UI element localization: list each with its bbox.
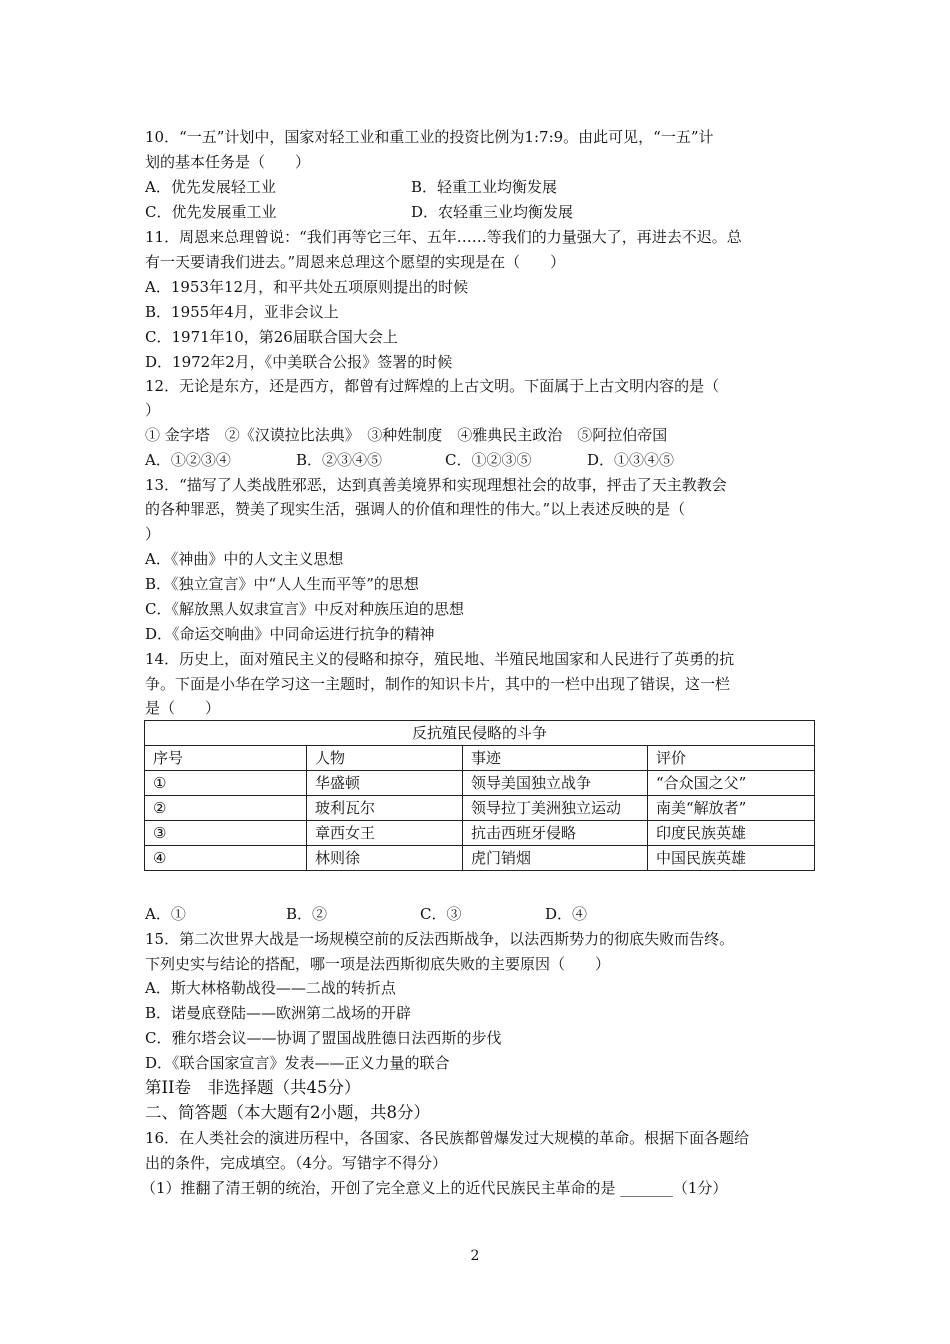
q10-stem-line1: 10．“一五”计划中，国家对轻工业和重工业的投资比例为1:7:9。由此可见，“一五”计 <box>145 128 714 146</box>
table-cell: 玻利瓦尔 <box>307 796 463 821</box>
q16-stem-line2: 出的条件，完成填空。（4分。写错字不得分） <box>145 1154 448 1172</box>
q10-stem-line2: 划的基本任务是（ ） <box>145 153 311 171</box>
table-header-cell: 评价 <box>648 746 815 771</box>
q13-option-a: A．《神曲》中的人文主义思想 <box>145 550 344 568</box>
q14-stem-line3: 是（ ） <box>145 699 221 717</box>
table-cell: 中国民族英雄 <box>648 846 815 871</box>
q12-option-c: C．①②③⑤ <box>445 451 532 469</box>
q10-option-a: A．优先发展轻工业 <box>145 178 276 196</box>
q14-option-a: A．① <box>145 905 186 923</box>
q14-option-b: B．② <box>286 905 328 923</box>
table-row <box>145 821 815 846</box>
table-cell: 南美“解放者” <box>648 796 815 821</box>
q10-option-c: C．优先发展重工业 <box>145 203 277 221</box>
table-row <box>145 771 815 796</box>
q14-stem-line1: 14．历史上，面对殖民主义的侵略和掠夺，殖民地、半殖民地国家和人民进行了英勇的抗 <box>145 650 735 668</box>
q10-option-d: D．农轻重三业均衡发展 <box>411 203 574 221</box>
table-cell: 领导美国独立战争 <box>463 771 648 796</box>
q13-option-c: C．《解放黑人奴隶宣言》中反对种族压迫的思想 <box>145 600 464 618</box>
q11-stem-line2: 有一天要请我们进去。”周恩来总理这个愿望的实现是在（ ） <box>145 253 566 271</box>
q11-option-c: C．1971年10，第26届联合国大会上 <box>145 328 398 346</box>
q15-stem-line1: 15．第二次世界大战是一场规模空前的反法西斯战争，以法西斯势力的彻底失败而告终。 <box>145 930 735 948</box>
q13-option-b: B．《独立宣言》中“人人生而平等”的思想 <box>145 575 419 593</box>
table-cell: 章西女王 <box>307 821 463 846</box>
q14-option-d: D．④ <box>545 905 588 923</box>
table-cell: ③ <box>145 821 307 846</box>
q15-option-a: A．斯大林格勒战役——二战的转折点 <box>145 979 396 997</box>
q11-option-a: A．1953年12月，和平共处五项原则提出的时候 <box>145 278 469 296</box>
q15-option-c: C．雅尔塔会议——协调了盟国战胜德日法西斯的步伐 <box>145 1029 502 1047</box>
q12-option-d: D．①③④⑤ <box>587 451 675 469</box>
table-row <box>145 796 815 821</box>
q10-option-b: B．轻重工业均衡发展 <box>411 178 558 196</box>
q11-option-b: B．1955年4月，亚非会议上 <box>145 303 339 321</box>
table-cell: ② <box>145 796 307 821</box>
table-header-row <box>145 746 815 771</box>
q15-option-b: B．诺曼底登陆——欧洲第二战场的开辟 <box>145 1004 412 1022</box>
q13-stem-line2: 的各种罪恶，赞美了现实生活，强调人的价值和理性的伟大。”以上表述反映的是（ <box>145 500 686 518</box>
q11-stem-line1: 11．周恩来总理曾说：“我们再等它三年、五年……等我们的力量强大了，再进去不迟。总 <box>145 228 742 246</box>
table-cell: 领导拉丁美洲独立运动 <box>463 796 648 821</box>
page-number: 2 <box>470 1248 480 1264</box>
q12-option-b: B．②③④⑤ <box>296 451 383 469</box>
q13-option-d: D．《命运交响曲》中同命运进行抗争的精神 <box>145 625 435 643</box>
table-cell: 印度民族英雄 <box>648 821 815 846</box>
q11-option-d: D．1972年2月，《中美联合公报》签署的时候 <box>145 353 453 371</box>
table-header-cell: 事迹 <box>463 746 648 771</box>
table-cell: 抗击西班牙侵略 <box>463 821 648 846</box>
q12-stem-line2: ） <box>145 401 161 419</box>
q14-stem-line2: 争。下面是小华在学习这一主题时，制作的知识卡片，其中的一栏中出现了错误，这一栏 <box>145 675 731 693</box>
q12-stem-line1: 12．无论是东方，还是西方，都曾有过辉煌的上古文明。下面属于上古文明内容的是（ <box>145 377 720 395</box>
table-cell: “合众国之父” <box>648 771 815 796</box>
table-cell: ① <box>145 771 307 796</box>
table-cell: 林则徐 <box>307 846 463 871</box>
table-header-cell: 人物 <box>307 746 463 771</box>
q14-option-c: C．③ <box>420 905 462 923</box>
table-row <box>145 846 815 871</box>
q16-subquestion-1: （1）推翻了清王朝的统治，开创了完全意义上的近代民族民主革命的是 _______（1分） <box>141 1179 728 1197</box>
q13-stem-line1: 13．“描写了人类战胜邪恶，达到真善美境界和实现理想社会的故事，抨击了天主教教会 <box>145 476 727 494</box>
knowledge-card-table <box>144 720 815 871</box>
q15-stem-line2: 下列史实与结论的搭配，哪一项是法西斯彻底失败的主要原因（ ） <box>145 955 611 973</box>
section-title: 二、简答题（本大题有2小题，共8分） <box>145 1103 430 1122</box>
q13-stem-line3: ） <box>145 525 161 543</box>
table-cell: 虎门销烟 <box>463 846 648 871</box>
q12-items: ① 金字塔 ②《汉谟拉比法典》 ③种姓制度 ④雅典民主政治 ⑤阿拉伯帝国 <box>145 426 668 444</box>
q16-stem-line1: 16．在人类社会的演进历程中，各国家、各民族都曾爆发过大规模的革命。根据下面各题给 <box>145 1129 750 1147</box>
q15-option-d: D．《联合国家宣言》发表——正义力量的联合 <box>145 1054 450 1072</box>
table-title: 反抗殖民侵略的斗争 <box>145 721 815 746</box>
table-header-cell: 序号 <box>145 746 307 771</box>
table-cell: ④ <box>145 846 307 871</box>
q12-option-a: A．①②③④ <box>145 451 231 469</box>
part2-title: 第II卷 非选择题（共45分） <box>145 1078 361 1097</box>
table-cell: 华盛顿 <box>307 771 463 796</box>
